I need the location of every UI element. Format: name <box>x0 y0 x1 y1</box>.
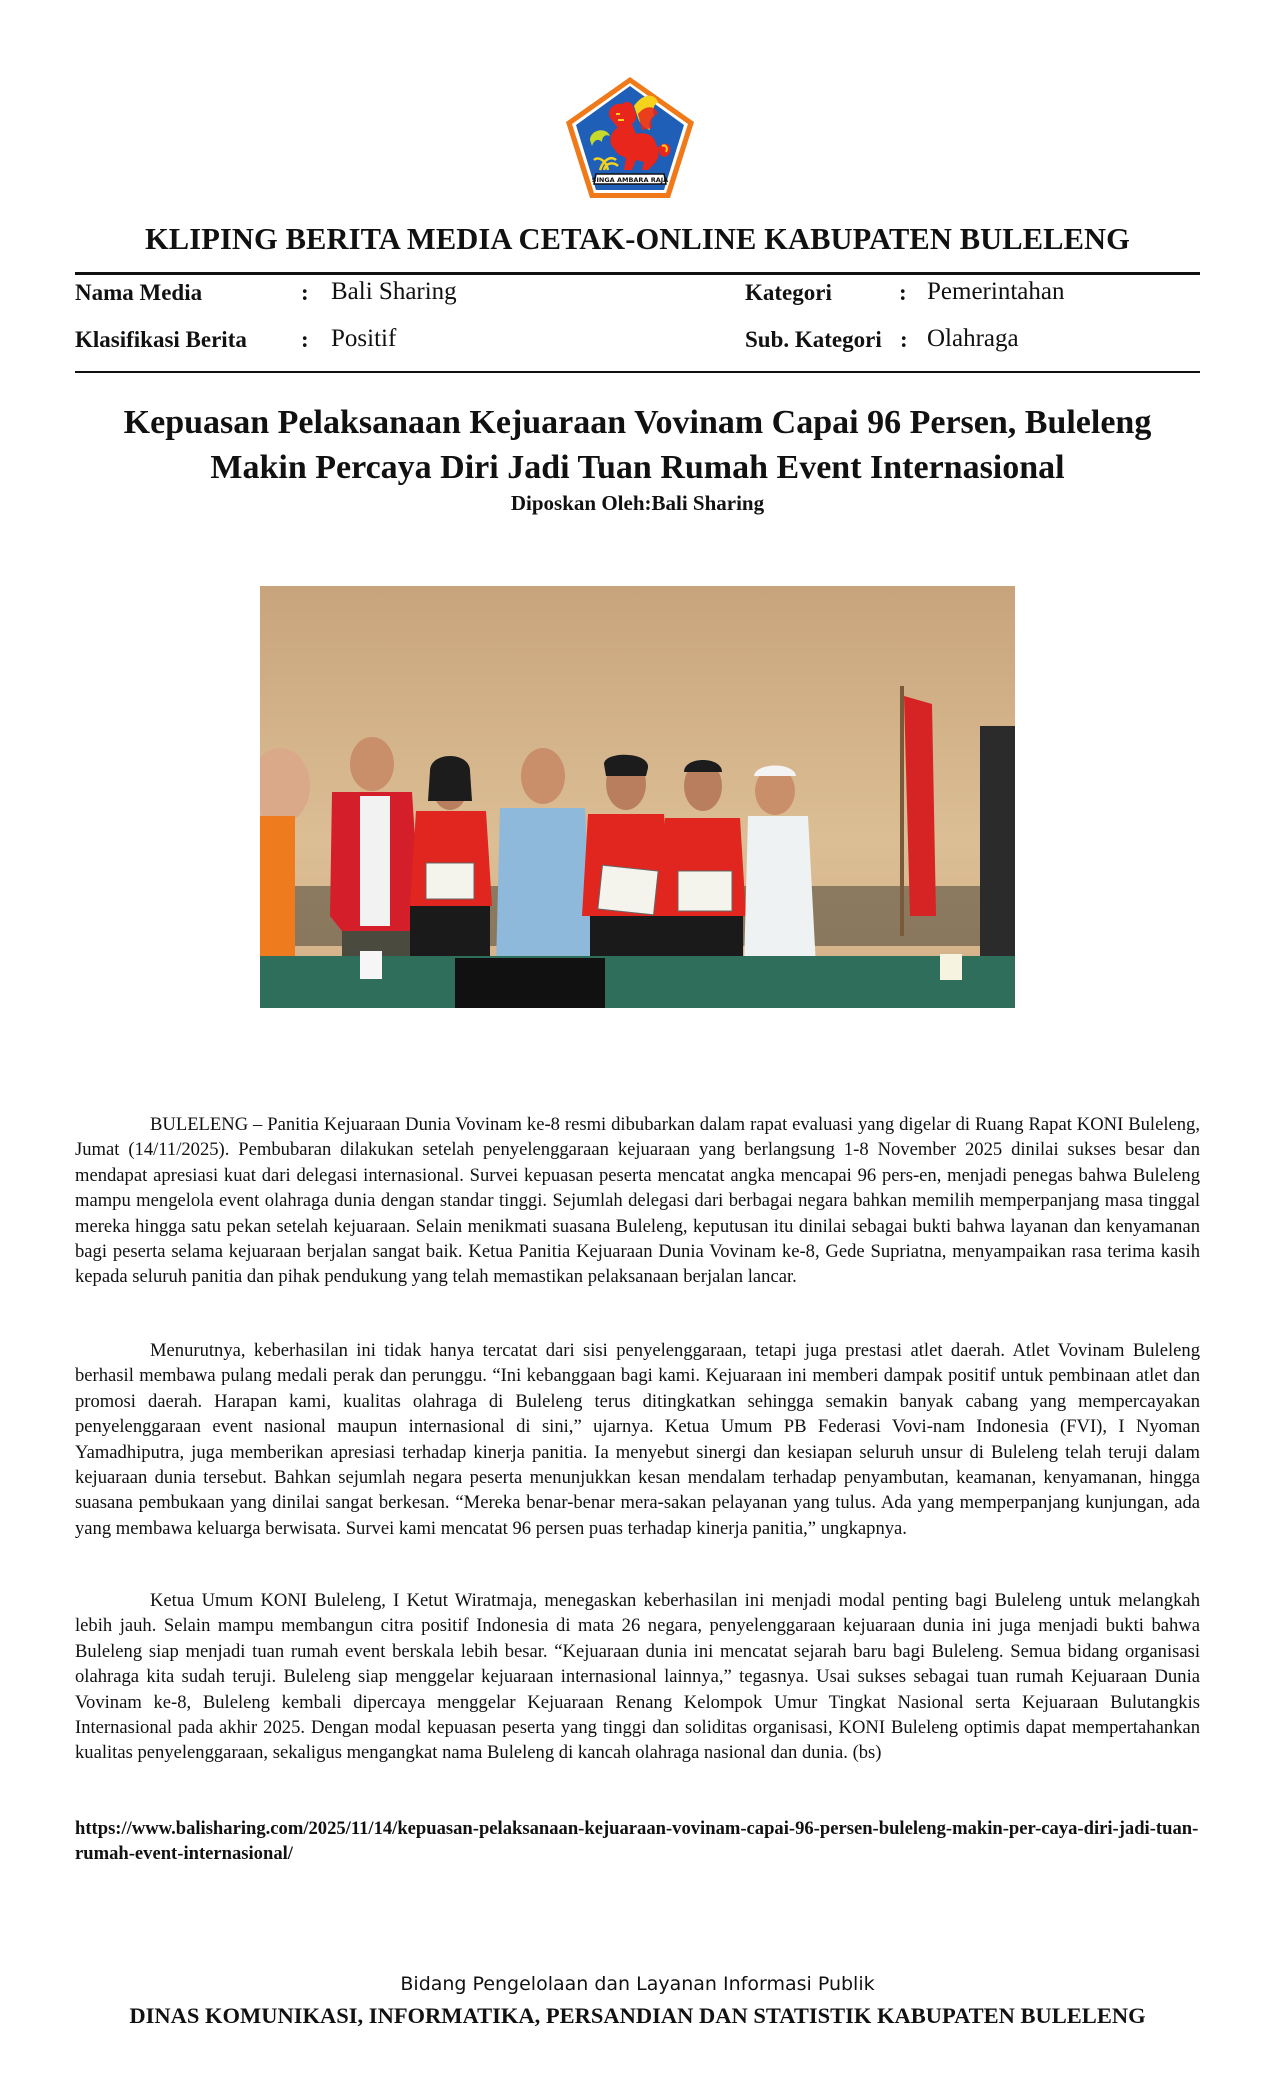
clipping-header-title: KLIPING BERITA MEDIA CETAK-ONLINE KABUPATEN BULELENG <box>144 222 1131 256</box>
klasifikasi-berita-value: Positif <box>331 325 397 352</box>
prize-board-2 <box>598 865 658 915</box>
headline-line-1: Kepuasan Pelaksanaan Kejuaraan Vovinam Capai 96 Persen, Buleleng <box>123 404 1152 441</box>
seated-person-shirt <box>260 816 295 966</box>
nama-media-colon: : <box>301 280 309 305</box>
klasifikasi-berita-colon: : <box>301 327 309 352</box>
doorway <box>980 726 1015 956</box>
prize-board-3 <box>678 871 732 911</box>
monitor <box>455 958 605 1008</box>
photo-illustration <box>260 586 1015 1008</box>
crest-graphic <box>562 74 698 202</box>
award-ceremony-photo <box>260 586 1015 1008</box>
sub-kategori-label: Sub. Kategori <box>745 327 882 352</box>
kategori-value: Pemerintahan <box>927 278 1065 305</box>
tissue-box-right <box>940 954 962 980</box>
nama-media-value: Bali Sharing <box>331 278 457 305</box>
nama-media-label: Nama Media <box>75 280 203 305</box>
article-headline <box>75 400 1200 490</box>
header-divider-top <box>75 272 1200 275</box>
klasifikasi-berita-label: Klasifikasi Berita <box>75 327 247 352</box>
footer-department: Bidang Pengelolaan dan Layanan Informasi Publik <box>400 1973 875 1995</box>
tissue-box-left <box>360 951 382 979</box>
kategori-label: Kategori <box>745 280 832 305</box>
sub-kategori-value: Olahraga <box>927 325 1019 352</box>
footer-agency-name: DINAS KOMUNIKASI, INFORMATIKA, PERSANDIAN DAN STATISTIK KABUPATEN BULELENG <box>129 2003 1146 2028</box>
article-byline: Diposkan Oleh:Bali Sharing <box>510 491 765 515</box>
motto-text: SINGA AMBARA RAJA <box>591 176 669 184</box>
article-paragraph: Menurutnya, keberhasilan ini tidak hanya tercatat dari sisi penyelenggaraan, tetapi juga prestasi atlet daerah. Atlet Vovinam Buleleng berhasil membawa pulang medali perak dan perunggu. “Ini kebanggaan bagi kami. Kejuaraan ini memberi dampak positif untuk pembinaan atlet dan promosi daerah. Harapan kami, kualitas olahraga di Buleleng terus ditingkatkan sehingga semakin banyak cabang yang mempercayakan penyelenggaraan event nasional maupun internasional di sini,” ujarnya. Ketua Umum PB Federasi Vovi-nam Indonesia (FVI), I Nyoman Yamadhiputra, juga memberikan apresiasi terhadap kinerja panitia. Ia menyebut sinergi dan kesiapan seluruh unsur di Buleleng telah teruji dalam kejuaraan dunia tersebut. Bahkan sejumlah negara peserta menunjukkan kesan mendalam terhadap penyambutan, keamanan, kenyamanan, hingga suasana pembukaan yang dinilai sangat berkesan. “Mereka benar-benar mera-sakan pelayanan yang tulus. Ada yang memperpanjang kunjungan, ada yang membawa keluarga berwisata. Survei kami mencatat 96 persen puas terhadap kinerja panitia,” ungkapnya. <box>75 1340 1200 1539</box>
header-divider-bottom <box>75 371 1200 373</box>
source-url-link[interactable]: https://www.balisharing.com/2025/11/14/kepuasan-pelaksanaan-kejuaraan-vovinam-capai-96-persen-buleleng-makin-per-caya-diri-jadi-tuan-rumah-event-internasional/ <box>75 1818 1199 1865</box>
sub-kategori-colon: : <box>900 327 908 352</box>
headline-line-2: Makin Percaya Diri Jadi Tuan Rumah Event Internasional <box>210 449 1065 486</box>
kategori-colon: : <box>899 280 907 305</box>
regency-crest-icon <box>562 74 698 202</box>
article-paragraph: Ketua Umum KONI Buleleng, I Ketut Wiratmaja, menegaskan keberhasilan ini menjadi modal penting bagi Buleleng untuk melangkah lebih jauh. Selain mampu membangun citra positif Indonesia di mata 26 negara, penyelenggaraan kejuaraan dunia ini juga menjadi bukti bahwa Buleleng siap menjadi tuan rumah event berskala lebih besar. “Kejuaraan dunia ini mencatat sejarah baru bagi Buleleng. Semua bidang organisasi olahraga kita sudah teruji. Buleleng siap menggelar kejuaraan internasional lainnya,” tegasnya. Usai sukses sebagai tuan rumah Kejuaraan Dunia Vovinam ke-8, Buleleng kembali dipercaya menggelar Kejuaraan Renang Kelompok Umur Tingkat Nasional serta Kejuaraan Bulutangkis Internasional pada akhir 2025. Dengan modal kepuasan peserta yang tinggi dan soliditas organisasi, KONI Buleleng optimis dapat mempertahankan kualitas penyelenggaraan, sekaligus mengangkat nama Buleleng di kancah olahraga nasional dan dunia. (bs) <box>75 1590 1200 1764</box>
flag-pole <box>900 686 904 936</box>
prize-board-1 <box>426 863 474 899</box>
article-paragraph: BULELENG – Panitia Kejuaraan Dunia Vovinam ke-8 resmi dibubarkan dalam rapat evaluasi yang digelar di Ruang Rapat KONI Buleleng, Jumat (14/11/2025). Pembubaran dilakukan setelah penyelenggaraan kejuaraan yang berlangsung 1-8 November 2025 dinilai sukses besar dan mendapat apresiasi kuat dari delegasi internasional. Survei kepuasan peserta mencatat angka mencapai 96 pers-en, menjadi penegas bahwa Buleleng mampu mengelola event olahraga dunia dengan standar tinggi. Sejumlah delegasi dari berbagai negara bahkan memilih memperpanjang masa tinggal mereka hingga satu pekan setelah kejuaraan. Selain menikmati suasana Buleleng, keputusan itu dinilai sebagai bukti bahwa layanan dan kenyamanan bagi peserta selama kejuaraan berjalan sangat baik. Ketua Panitia Kejuaraan Dunia Vovinam ke-8, Gede Supriatna, menyampaikan rasa terima kasih kepada seluruh panitia dan pihak pendukung yang telah memastikan pelaksanaan berjalan lancar. <box>75 1114 1200 1288</box>
